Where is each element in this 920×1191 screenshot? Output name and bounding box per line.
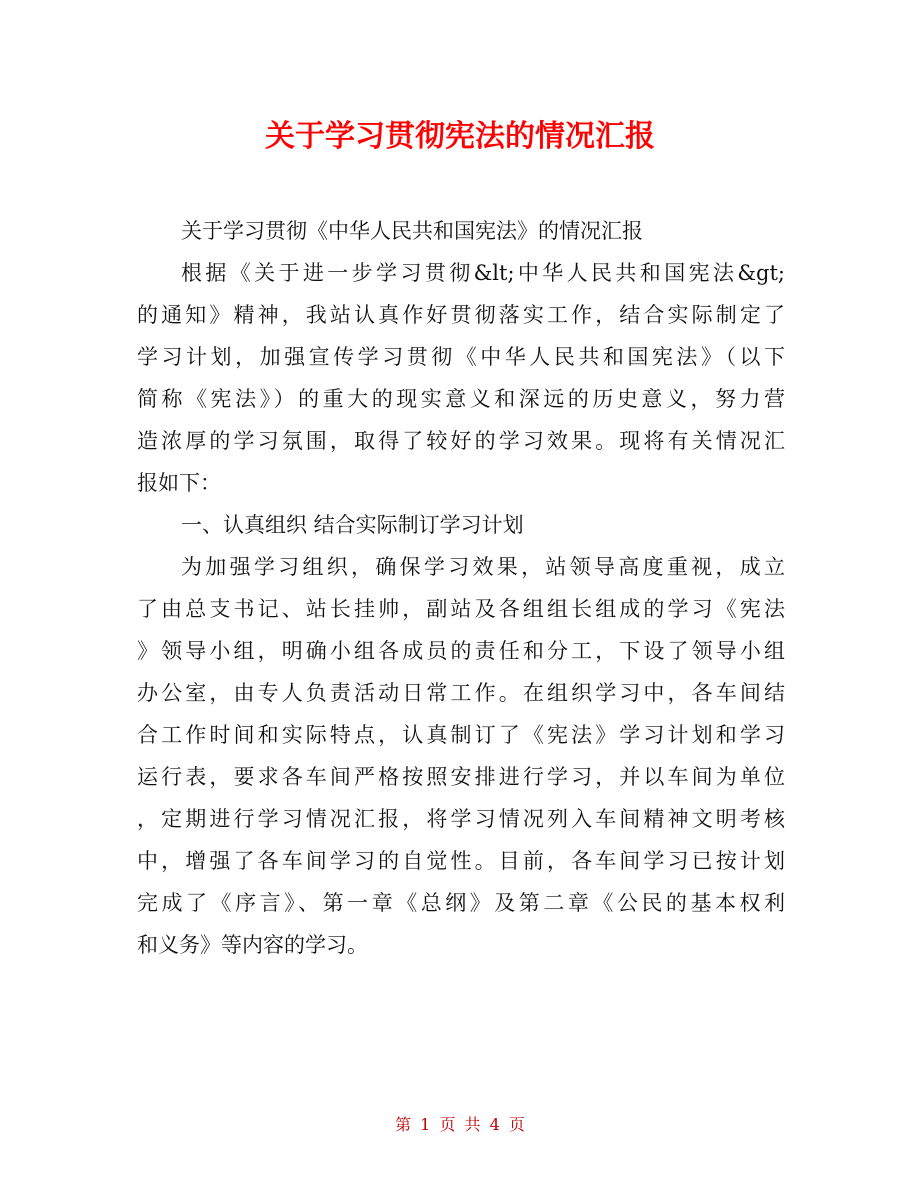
text-line: 完成了《序言》、第一章《总纲》及第二章《公民的基本权利 — [137, 891, 785, 915]
text-line: 合工作时间和实际特点，认真制订了《宪法》学习计划和学习 — [137, 723, 785, 747]
subtitle-line: 关于学习贯彻《中华人民共和国宪法》的情况汇报 — [181, 219, 643, 243]
text-line: ，定期进行学习情况汇报，将学习情况列入车间精神文明考核 — [137, 807, 785, 831]
text-line: 报如下： — [137, 471, 221, 495]
text-line: 的通知》精神，我站认真作好贯彻落实工作，结合实际制定了 — [137, 303, 785, 327]
text-line: 》领导小组，明确小组各成员的责任和分工，下设了领导小组 — [137, 639, 785, 663]
text-line: 为加强学习组织，确保学习效果，站领导高度重视，成立 — [181, 555, 785, 579]
section-heading: 一、认真组织 结合实际制订学习计划 — [181, 513, 524, 537]
document-title: 关于学习贯彻宪法的情况汇报 — [265, 119, 655, 154]
text-line: 中，增强了各车间学习的自觉性。目前，各车间学习已按计划 — [137, 849, 785, 873]
text-line: 简称《宪法》）的重大的现实意义和深远的历史意义，努力营 — [137, 387, 785, 411]
text-line: 学习计划，加强宣传学习贯彻《中华人民共和国宪法》（以下 — [137, 345, 785, 369]
text-line: 了由总支书记、站长挂帅，副站及各组组长组成的学习《宪法 — [137, 597, 785, 621]
document-body — [137, 210, 785, 966]
text-line: 根据《关于进一步学习贯彻&lt;中华人民共和国宪法&gt; — [181, 261, 785, 285]
text-line: 造浓厚的学习氛围，取得了较好的学习效果。现将有关情况汇 — [137, 429, 785, 453]
text-line: 和义务》等内容的学习。 — [137, 933, 368, 957]
page-number-footer: 第 1 页 共 4 页 — [395, 1115, 525, 1134]
text-line: 运行表，要求各车间严格按照安排进行学习，并以车间为单位 — [137, 765, 785, 789]
text-line: 办公室，由专人负责活动日常工作。在组织学习中，各车间结 — [137, 681, 785, 705]
